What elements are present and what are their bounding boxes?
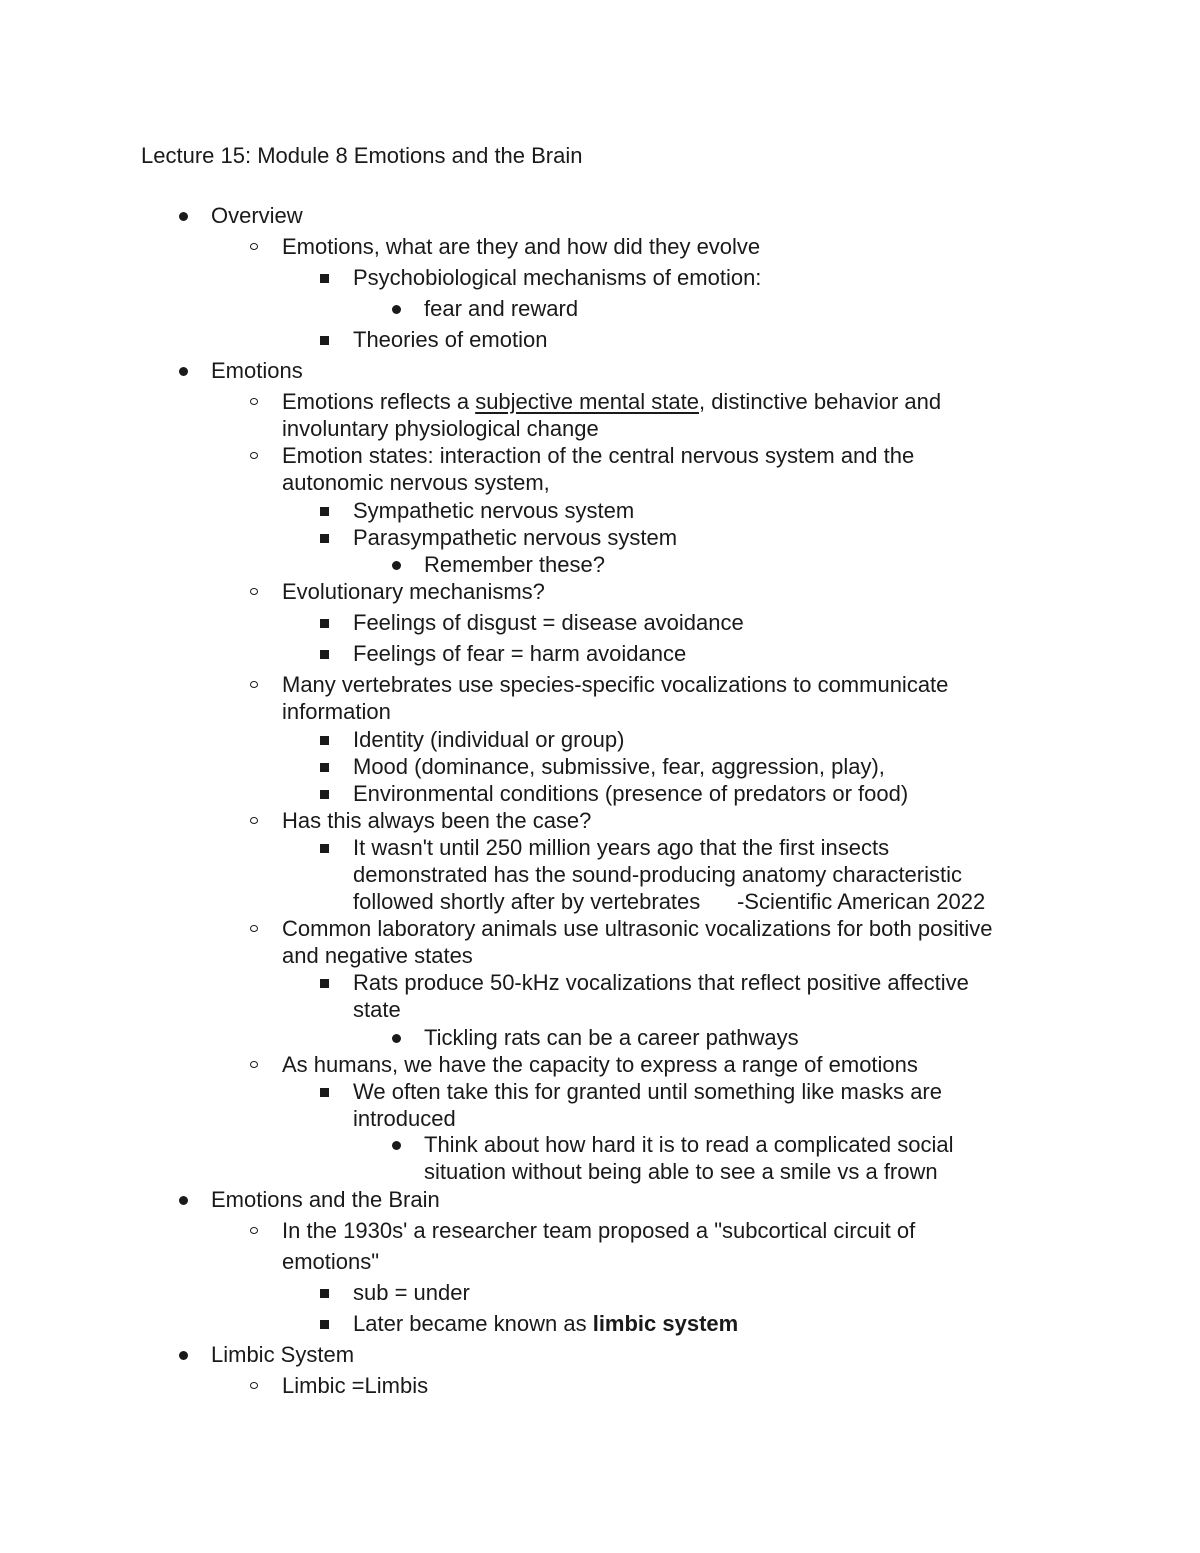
list-item-line: Emotions <box>211 358 303 383</box>
square-bullet-icon <box>320 763 329 772</box>
list-item-line: Many vertebrates use species-specific vocalizations to communicate <box>282 672 949 697</box>
list-item-line: state <box>353 997 401 1022</box>
list-item-line: demonstrated has the sound-producing anatomy characteristic <box>353 862 963 887</box>
circle-bullet-icon <box>250 925 258 932</box>
list-item <box>353 497 1060 524</box>
list-item-line <box>282 388 1060 415</box>
square-bullet-icon <box>320 979 329 988</box>
list-item <box>424 295 1060 322</box>
list-item-line: Mood (dominance, submissive, fear, aggression, play), <box>353 754 885 779</box>
list-item-line: autonomic nervous system, <box>282 470 550 495</box>
disc-bullet-icon <box>179 1351 188 1360</box>
list-item-line: Limbic System <box>211 1342 355 1367</box>
list-item <box>282 915 1060 969</box>
underlined-term: subjective mental state <box>475 389 699 414</box>
list-item <box>353 834 1060 915</box>
list-item-line: It wasn't until 250 million years ago that the first insects <box>353 835 890 860</box>
list-item <box>424 551 1060 578</box>
list-item <box>353 1279 1060 1306</box>
square-bullet-icon <box>320 619 329 628</box>
list-item-line: Tickling rats can be a career pathways <box>424 1025 799 1050</box>
list-item-line: Common laboratory animals use ultrasonic vocalizations for both positive <box>282 916 993 941</box>
list-item <box>282 671 1060 725</box>
list-item <box>424 1024 1060 1051</box>
list-item <box>424 1131 1060 1185</box>
list-item <box>353 524 1060 551</box>
list-item <box>282 233 1060 260</box>
list-item-text: , distinctive behavior and <box>698 389 942 414</box>
list-item-line: information <box>282 699 391 724</box>
list-item-line: Think about how hard it is to read a complicated social <box>424 1132 954 1157</box>
list-item <box>353 780 1060 807</box>
circle-bullet-icon <box>250 1227 258 1234</box>
circle-bullet-icon <box>250 1061 258 1068</box>
list-item-line: Feelings of disgust = disease avoidance <box>353 610 744 635</box>
square-bullet-icon <box>320 650 329 659</box>
list-item-line: Has this always been the case? <box>282 808 592 833</box>
circle-bullet-icon <box>250 817 258 824</box>
list-item-line: involuntary physiological change <box>282 416 599 441</box>
list-item <box>353 726 1060 753</box>
list-item-line: Parasympathetic nervous system <box>353 525 678 550</box>
list-item <box>353 969 1060 1023</box>
list-item <box>353 753 1060 780</box>
list-item-line: Limbic =Limbis <box>282 1373 429 1398</box>
list-item <box>282 1217 1060 1244</box>
list-item <box>353 1310 1060 1337</box>
square-bullet-icon <box>320 507 329 516</box>
list-item <box>282 1051 1060 1078</box>
list-item-line: and negative states <box>282 943 473 968</box>
list-item-line: followed shortly after by vertebrates -Scientific American 2022 <box>353 889 986 914</box>
square-bullet-icon <box>320 534 329 543</box>
circle-bullet-icon <box>250 243 258 250</box>
square-bullet-icon <box>320 274 329 283</box>
disc-bullet-icon <box>179 1196 188 1205</box>
list-item-line: fear and reward <box>424 296 579 321</box>
list-item-line: Emotions and the Brain <box>211 1187 440 1212</box>
list-item-line: introduced <box>353 1106 456 1131</box>
disc-bullet-icon <box>392 305 401 314</box>
square-bullet-icon <box>320 1320 329 1329</box>
square-bullet-icon <box>320 790 329 799</box>
list-item <box>282 388 1060 442</box>
disc-bullet-icon <box>392 561 401 570</box>
list-item-line: Psychobiological mechanisms of emotion: <box>353 265 762 290</box>
square-bullet-icon <box>320 336 329 345</box>
list-item-text: Emotions reflects a <box>282 389 476 414</box>
bold-term: limbic system <box>592 1311 739 1336</box>
list-item-line: situation without being able to see a smile vs a frown <box>424 1159 938 1184</box>
list-item-line <box>353 1310 1060 1337</box>
list-item <box>211 357 1060 384</box>
list-item-line: We often take this for granted until something like masks are <box>353 1079 942 1104</box>
list-item <box>353 640 1060 667</box>
disc-bullet-icon <box>179 367 188 376</box>
list-item <box>211 1341 1060 1368</box>
list-item-line: Emotions, what are they and how did they evolve <box>282 234 761 259</box>
list-item-line: Sympathetic nervous system <box>353 498 635 523</box>
list-item-text: Later became known as <box>353 1311 593 1336</box>
list-item-line: As humans, we have the capacity to express a range of emotions <box>282 1052 918 1077</box>
list-item <box>353 609 1060 636</box>
list-item <box>282 807 1060 834</box>
list-item <box>353 326 1060 353</box>
list-item-line: Remember these? <box>424 552 605 577</box>
list-item-line: Theories of emotion <box>353 327 548 352</box>
list-item <box>211 1186 1060 1213</box>
square-bullet-icon <box>320 1088 329 1097</box>
list-item-line: Overview <box>211 203 303 228</box>
list-item <box>353 264 1060 291</box>
list-item <box>282 442 1060 496</box>
list-item-line: sub = under <box>353 1280 470 1305</box>
list-item-line: Emotion states: interaction of the central nervous system and the <box>282 443 915 468</box>
list-item-line: Evolutionary mechanisms? <box>282 579 545 604</box>
square-bullet-icon <box>320 844 329 853</box>
circle-bullet-icon <box>250 1382 258 1389</box>
disc-bullet-icon <box>392 1034 401 1043</box>
page-title: Lecture 15: Module 8 Emotions and the Brain <box>141 143 583 168</box>
square-bullet-icon <box>320 1289 329 1298</box>
list-item <box>282 1372 1060 1399</box>
list-item-line: Feelings of fear = harm avoidance <box>353 641 687 666</box>
list-item-line: Environmental conditions (presence of predators or food) <box>353 781 909 806</box>
list-item <box>353 1078 1060 1132</box>
list-item <box>211 202 1060 229</box>
circle-bullet-icon <box>250 452 258 459</box>
square-bullet-icon <box>320 736 329 745</box>
list-item <box>282 578 1060 605</box>
disc-bullet-icon <box>392 1141 401 1150</box>
list-item-line: Identity (individual or group) <box>353 727 625 752</box>
disc-bullet-icon <box>179 212 188 221</box>
circle-bullet-icon <box>250 588 258 595</box>
circle-bullet-icon <box>250 398 258 405</box>
list-item-line: In the 1930s' a researcher team proposed a "subcortical circuit of <box>282 1218 916 1243</box>
list-item-line: emotions" <box>282 1249 380 1274</box>
list-item <box>282 1248 1060 1275</box>
circle-bullet-icon <box>250 681 258 688</box>
list-item-line: Rats produce 50-kHz vocalizations that reflect positive affective <box>353 970 969 995</box>
